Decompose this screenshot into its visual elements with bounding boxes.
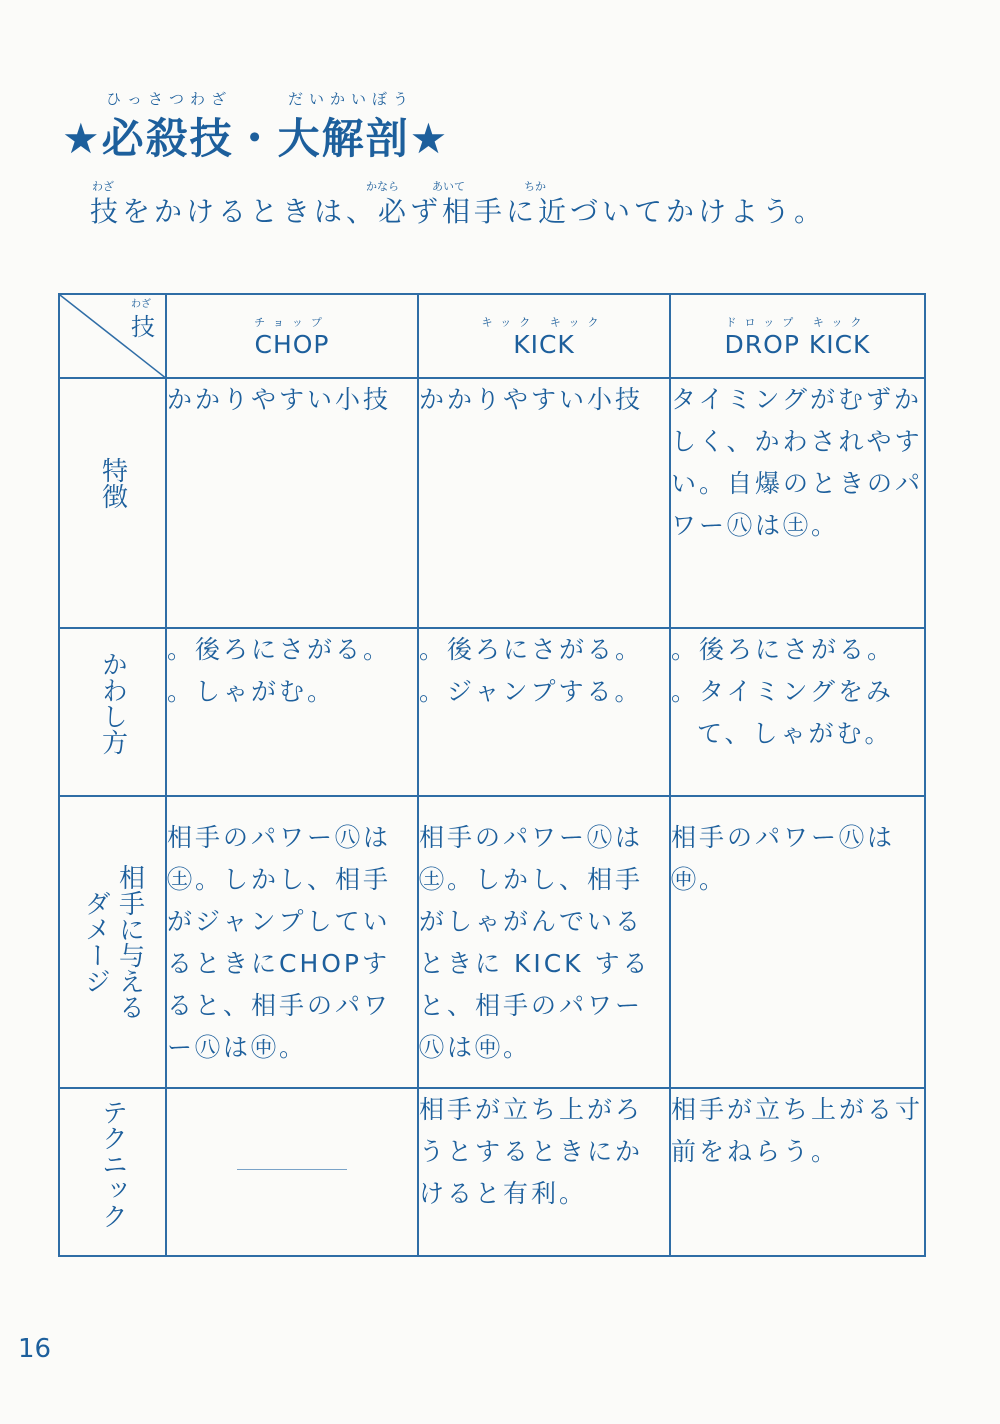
bullet-item: 。しゃがむ。 [167, 677, 336, 706]
corner-label: 技 [131, 313, 155, 341]
bullet-item: 。ジャンプする。 [419, 677, 643, 706]
cell-damage-drop-kick: 相手のパワー㊇は㊥。 [670, 796, 925, 1088]
column-name: CHOP [254, 329, 330, 359]
bullet-item: 。後ろにさがる。 [671, 635, 896, 664]
row-label-technique [59, 1088, 166, 1256]
page-title: ★必殺技・大解剖★ [62, 114, 450, 163]
title-ruby-left: ひっさつわざ [106, 90, 233, 108]
corner-ruby: わざ [131, 299, 151, 310]
cell-damage-kick: 相手のパワー㊇は㊏。しかし、相手がしゃがんでいるときに KICK すると、相手のパワー㊇は㊥。 [418, 796, 670, 1088]
column-ruby: チョップ [254, 315, 330, 329]
row-features [59, 378, 925, 628]
column-header-kick [418, 294, 670, 378]
cell-technique-kick: 相手が立ち上がろうとするときにかけると有利。 [418, 1088, 670, 1256]
cell-evasion-chop [166, 628, 418, 796]
corner-cell [59, 294, 166, 378]
intro-ruby-2: かなら [366, 180, 399, 193]
row-technique [59, 1088, 925, 1256]
column-header-drop-kick [670, 294, 925, 378]
cell-features-drop-kick: タイミングがむずかしく、かわされやすい。自爆のときのパワー㊇は㊏。 [670, 378, 925, 628]
row-label-text: 相手に与えるダメージ [80, 864, 145, 1020]
column-header-chop [166, 294, 418, 378]
row-label-damage [59, 796, 166, 1088]
cell-evasion-kick [418, 628, 670, 796]
row-evasion [59, 628, 925, 796]
cell-evasion-drop-kick [670, 628, 925, 796]
intro-text: 技をかけるときは、必ず相手に近づいてかけよう。 [90, 195, 827, 228]
column-name: KICK [513, 329, 575, 359]
cell-technique-chop [166, 1088, 418, 1256]
row-label-evasion [59, 628, 166, 796]
intro-ruby-3: あいて [432, 180, 465, 193]
row-label-text: テクニック [97, 1099, 128, 1229]
cell-features-chop: かかりやすい小技 [166, 378, 418, 628]
column-ruby: ドロップ キック [725, 315, 870, 329]
cell-features-kick: かかりやすい小技 [418, 378, 670, 628]
row-damage [59, 796, 925, 1088]
title-ruby-right: だいかいぼう [288, 90, 415, 108]
moves-table [58, 293, 926, 1257]
column-name: DROP KICK [724, 329, 871, 359]
intro-ruby-1: わざ [92, 180, 114, 193]
cell-damage-chop: 相手のパワー㊇は㊏。しかし、相手がジャンプしているときにCHOPすると、相手のパワー㊇は㊥。 [166, 796, 418, 1088]
row-label-text: かわし方 [97, 651, 128, 755]
column-ruby: キック キック [481, 315, 607, 329]
page-number: 16 [18, 1334, 52, 1364]
bullet-item: 。タイミングをみて、しゃがむ。 [671, 677, 895, 748]
cell-technique-drop-kick: 相手が立ち上がる寸前をねらう。 [670, 1088, 925, 1256]
header-row [59, 294, 925, 378]
empty-dash [237, 1169, 347, 1170]
bullet-item: 。後ろにさがる。 [167, 635, 392, 664]
row-label-features [59, 378, 166, 628]
row-label-text: 特徴 [97, 457, 128, 509]
intro-ruby-4: ちか [524, 180, 546, 193]
bullet-item: 。後ろにさがる。 [419, 635, 644, 664]
